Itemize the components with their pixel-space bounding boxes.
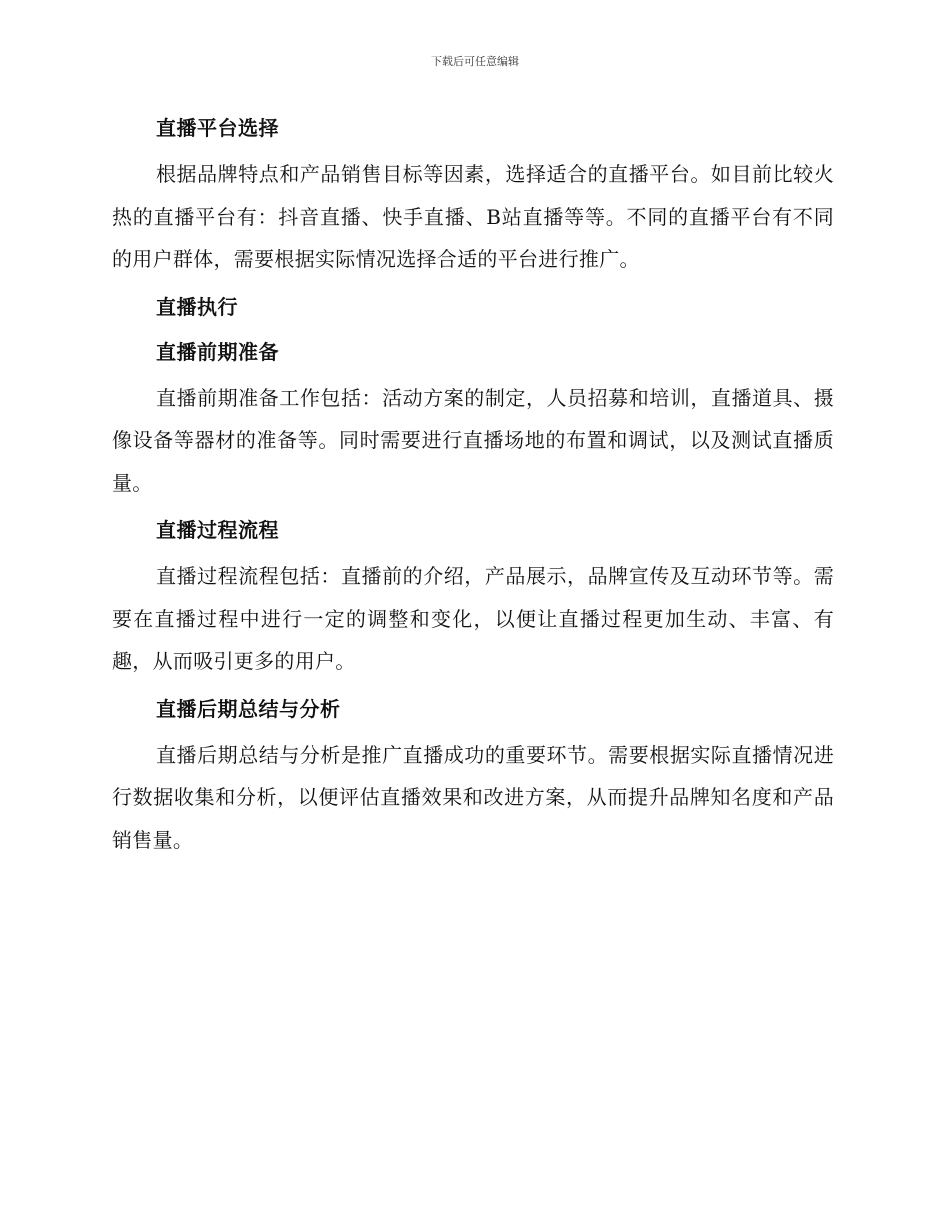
section-heading: 直播前期准备 [156,339,279,364]
section-heading: 直播执行 [156,294,238,319]
document-body [112,108,834,867]
section-paragraph: 直播前期准备工作包括：活动方案的制定，人员招募和培训，直播道具、摄像设备等器材的准备等。同时需要进行直播场地的布置和调试，以及测试直播质量。 [112,385,834,495]
section-heading: 直播平台选择 [156,116,279,140]
section-paragraph: 直播后期总结与分析是推广直播成功的重要环节。需要根据实际直播情况进行数据收集和分析，以便评估直播效果和改进方案，从而提升品牌知名度和产品销售量。 [112,742,834,852]
section-live-execution [112,287,834,327]
section-heading: 直播过程流程 [156,518,279,542]
section-paragraph: 直播过程流程包括：直播前的介绍，产品展示，品牌宣传及互动环节等。需要在直播过程中进行一定的调整和变化，以便让直播过程更加生动、丰富、有趣，从而吸引更多的用户。 [112,564,834,673]
section-pre-live-preparation [112,332,834,505]
header-note: 下载后可任意编辑 [431,55,519,68]
section-live-process [112,510,834,683]
section-heading: 直播后期总结与分析 [156,696,341,721]
section-platform-selection [112,108,834,281]
section-paragraph: 根据品牌特点和产品销售目标等因素，选择适合的直播平台。如目前比较火热的直播平台有：抖音直播、快手直播、B站直播等等。不同的直播平台有不同的用户群体，需要根据实际情况选择合适的平台进行推广。 [112,162,834,271]
section-post-live-analysis [112,689,834,862]
